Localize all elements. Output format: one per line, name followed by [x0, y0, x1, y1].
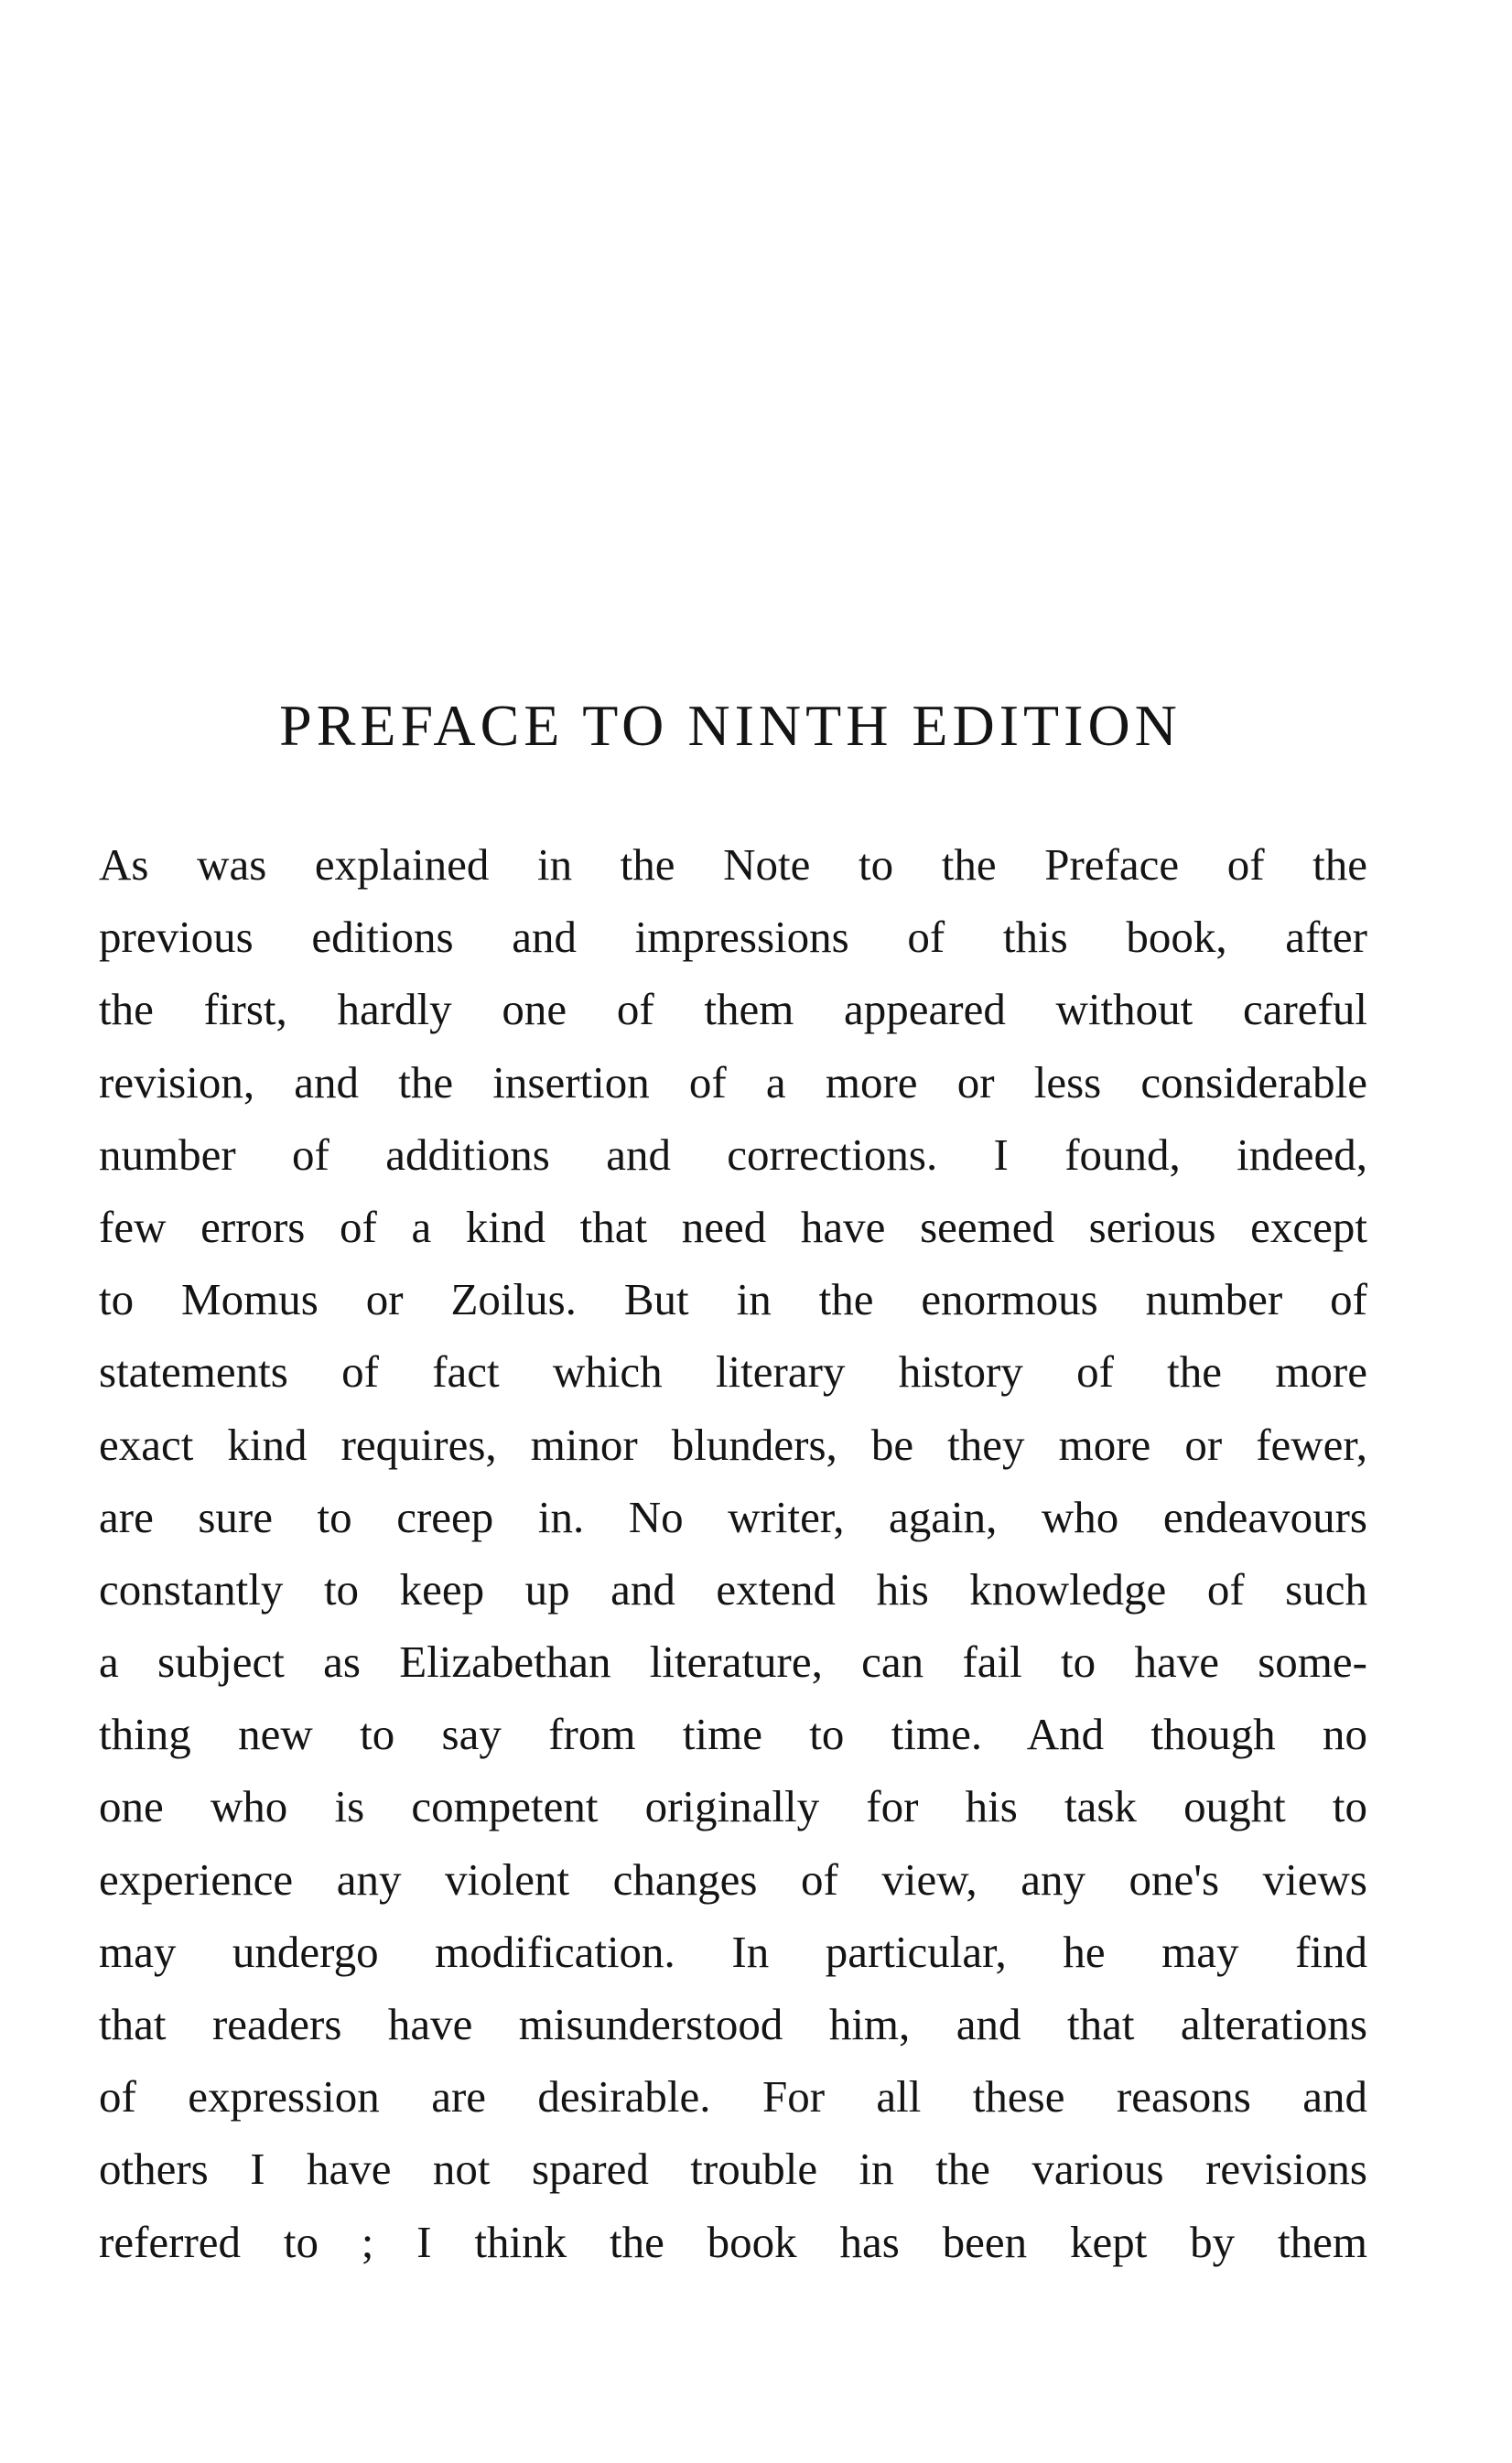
text-line: to Momus or Zoilus. But in the enormous number of	[99, 1274, 1367, 1325]
text-line: referred to ; I think the book has been kept by them	[99, 2216, 1367, 2267]
text-line: number of additions and corrections. I found, indeed,	[99, 1129, 1367, 1180]
preface-heading: PREFACE TO NINTH EDITION	[279, 693, 1182, 758]
text-line: experience any violent changes of view, any one's views	[99, 1853, 1367, 1905]
text-line: few errors of a kind that need have seemed serious except	[99, 1201, 1367, 1252]
text-line: are sure to creep in. No writer, again, who endeavours	[99, 1491, 1367, 1542]
text-line: of expression are desirable. For all these reasons and	[99, 2071, 1367, 2123]
text-line: one who is competent originally for his task ought to	[99, 1781, 1367, 1832]
text-line: others I have not spared trouble in the various revisions	[99, 2144, 1367, 2195]
text-line: statements of fact which literary history of the more	[99, 1346, 1367, 1398]
text-line: the first, hardly one of them appeared without careful	[99, 984, 1367, 1035]
text-line: exact kind requires, minor blunders, be they more or fewer,	[99, 1419, 1367, 1470]
text-line: that readers have misunderstood him, and that alterations	[99, 1999, 1367, 2049]
text-line: thing new to say from time to time. And though no	[99, 1709, 1367, 1760]
text-line: revision, and the insertion of a more or less considerable	[99, 1056, 1367, 1107]
text-line: constantly to keep up and extend his knowledge of such	[99, 1563, 1367, 1615]
text-line: a subject as Elizabethan literature, can fail to have some-	[99, 1637, 1367, 1688]
text-line: previous editions and impressions of this book, after	[99, 912, 1367, 963]
text-line: As was explained in the Note to the Preface of the	[99, 839, 1367, 890]
text-line: may undergo modification. In particular, he may find	[99, 1926, 1367, 1977]
preface-body	[99, 828, 1367, 2278]
